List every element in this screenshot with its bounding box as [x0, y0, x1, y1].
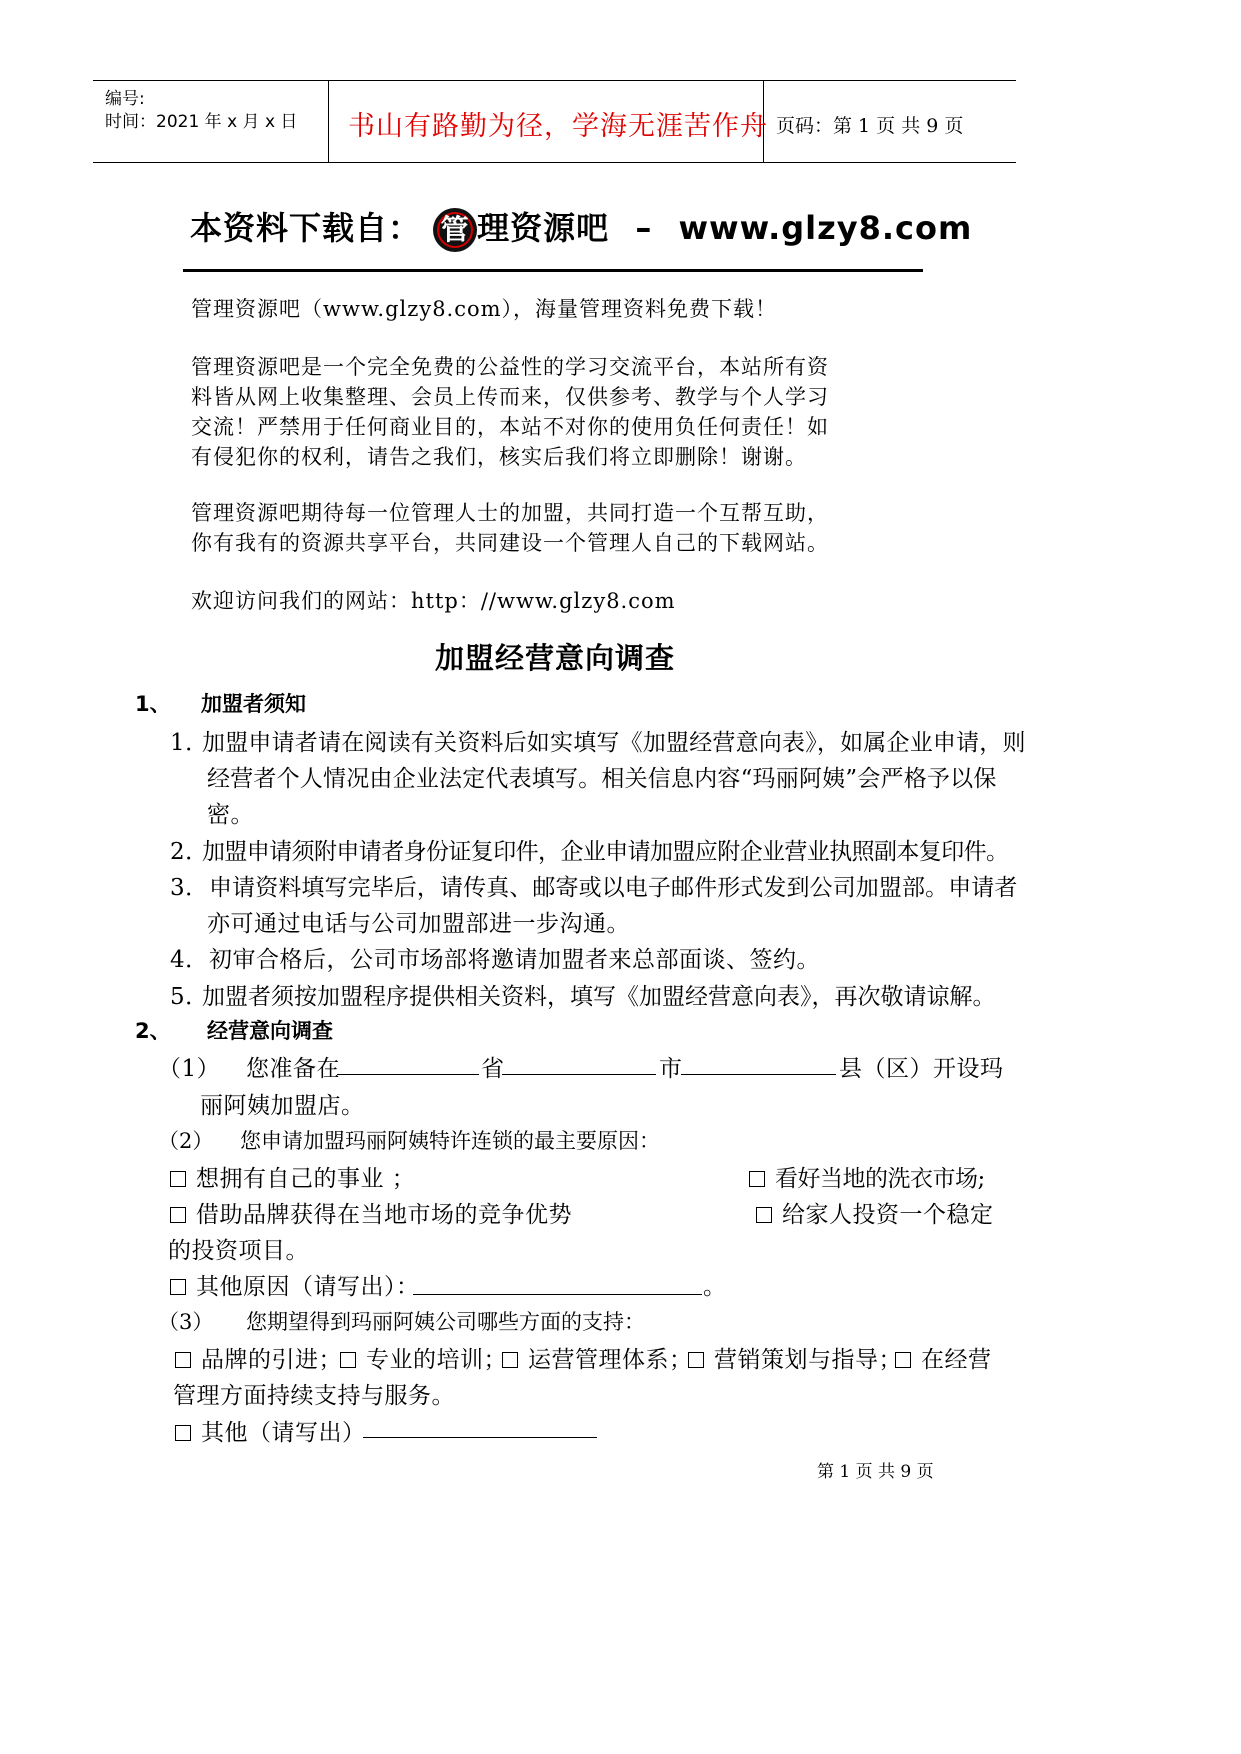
banner-prefix: 本资料下载自：: [190, 209, 422, 247]
option-label: 在经营: [921, 1347, 992, 1373]
item-number: 1．: [170, 730, 209, 756]
header-page-label: 页码：第 1 页 共 9 页: [776, 115, 964, 137]
support-option-ongoing[interactable]: [895, 1341, 992, 1374]
support-option-operations[interactable]: [502, 1341, 693, 1374]
reason-option-family-investment[interactable]: [756, 1196, 994, 1229]
question-3-number: （3）: [158, 1310, 214, 1334]
notice-visit: 欢迎访问我们的网站：http：//www.glzy8.com: [191, 589, 676, 613]
item-line: 加盟申请者请在阅读有关资料后如实填写《加盟经营意向表》，如属企业申请，则: [202, 730, 1026, 756]
county-field[interactable]: [681, 1052, 836, 1075]
header-number-label: 编号:: [105, 89, 145, 109]
checkbox[interactable]: [502, 1352, 518, 1368]
banner-url[interactable]: www.glzy8.com: [678, 209, 973, 247]
option-label: 其他原因（请写出）：: [196, 1274, 420, 1300]
item-line: 加盟者须按加盟程序提供相关资料，填写《加盟经营意向表》，再次敬请谅解。: [202, 984, 996, 1010]
other-support-field[interactable]: [363, 1415, 597, 1438]
question-2-number: （2）: [158, 1129, 214, 1153]
logo-icon: [433, 208, 477, 252]
reason-option-own-business[interactable]: [170, 1160, 415, 1193]
option-label: 看好当地的洗衣市场;: [775, 1166, 985, 1192]
notice-p2-line: 管理资源吧是一个完全免费的公益性的学习交流平台，本站所有资: [191, 355, 829, 379]
header-bottom-rule: [93, 162, 1016, 163]
section-1-title: 加盟者须知: [201, 692, 306, 716]
item-number: 3．: [170, 875, 209, 901]
option-label: 品牌的引进；: [201, 1347, 342, 1373]
notice-p2-line: 交流！严禁用于任何商业目的，本站不对你的使用负任何责任！如: [191, 415, 829, 439]
checkbox[interactable]: [175, 1352, 191, 1368]
item-line: 经营者个人情况由企业法定代表填写。相关信息内容“玛丽阿姨”会严格予以保: [207, 766, 997, 792]
item-line: 亦可通过电话与公司加盟部进一步沟通。: [207, 911, 630, 937]
support-option-training[interactable]: [340, 1341, 507, 1374]
checkbox[interactable]: [756, 1207, 772, 1223]
option-label: 专业的培训；: [366, 1347, 507, 1373]
question-1-line2: 丽阿姨加盟店。: [200, 1093, 365, 1119]
section-1-number: 1、: [135, 692, 171, 716]
banner-rule: [183, 269, 923, 272]
checkbox[interactable]: [170, 1279, 186, 1295]
item-number: 2．: [170, 839, 209, 865]
support-option-marketing[interactable]: [688, 1341, 902, 1374]
banner-dash: –: [635, 209, 653, 247]
checkbox[interactable]: [749, 1171, 765, 1187]
item-number: 5．: [170, 984, 209, 1010]
question-2-text: 您申请加盟玛丽阿姨特许连锁的最主要原因：: [240, 1129, 660, 1153]
item-line: 加盟申请须附申请者身份证复印件，企业申请加盟应附企业营业执照副本复印件。: [202, 839, 1009, 865]
option-label: 借助品牌获得在当地市场的竞争优势: [196, 1202, 572, 1228]
city-label: 市: [659, 1056, 683, 1082]
support-option-ongoing-cont: 管理方面持续支持与服务。: [173, 1383, 455, 1409]
county-label: 县（区）开设玛: [839, 1056, 1004, 1082]
support-option-brand[interactable]: [175, 1341, 342, 1374]
notice-p2-line: 有侵犯你的权利，请告之我们，核实后我们将立即删除！谢谢。: [191, 445, 807, 469]
reason-option-other[interactable]: [170, 1268, 420, 1301]
question-1-prefix: 您准备在: [246, 1056, 340, 1082]
header-time-label: 时间：2021 年 x 月 x 日: [105, 112, 298, 132]
checkbox[interactable]: [170, 1171, 186, 1187]
option-label: 想拥有自己的事业 ；: [196, 1166, 416, 1192]
reason-option-family-investment-cont: 的投资项目。: [168, 1238, 309, 1264]
checkbox[interactable]: [175, 1425, 191, 1441]
reason-option-brand-advantage[interactable]: [170, 1196, 572, 1229]
header-top-rule: [93, 80, 1016, 81]
section-2-title: 经营意向调查: [207, 1019, 333, 1043]
notice-p2-line: 料皆从网上收集整理、会员上传而来，仅供参考、教学与个人学习: [191, 385, 829, 409]
banner-site-name: 理资源吧: [477, 209, 610, 247]
section-2-number: 2、: [135, 1019, 171, 1043]
city-field[interactable]: [502, 1052, 656, 1075]
checkbox[interactable]: [895, 1352, 911, 1368]
option-label: 营销策划与指导；: [714, 1347, 902, 1373]
checkbox[interactable]: [688, 1352, 704, 1368]
item-line: 申请资料填写完毕后，请传真、邮寄或以电子邮件形式发到公司加盟部。申请者: [209, 875, 1018, 901]
question-1-number: （1）: [158, 1056, 221, 1082]
reason-option-local-market[interactable]: [749, 1160, 985, 1193]
notice-p3-line: 你有我有的资源共享平台，共同建设一个管理人自己的下载网站。: [191, 531, 829, 555]
notice-line1: 管理资源吧（www.glzy8.com），海量管理资料免费下载！: [191, 297, 778, 321]
support-option-other[interactable]: [175, 1414, 366, 1447]
item-number: 4．: [170, 947, 209, 973]
other-reason-end: 。: [703, 1274, 727, 1300]
footer-page-number: 第 1 页 共 9 页: [817, 1462, 934, 1482]
other-reason-field[interactable]: [413, 1272, 702, 1295]
option-label: 运营管理体系；: [528, 1347, 693, 1373]
province-label: 省: [481, 1056, 505, 1082]
option-label: 其他（请写出）: [201, 1420, 366, 1446]
question-3-text: 您期望得到玛丽阿姨公司哪些方面的支持：: [246, 1310, 645, 1334]
option-label: 给家人投资一个稳定: [782, 1202, 994, 1228]
checkbox[interactable]: [170, 1207, 186, 1223]
logo-char: 管: [440, 213, 470, 246]
header-motto: 书山有路勤为径，学海无涯苦作舟: [348, 111, 768, 142]
item-line: 初审合格后，公司市场部将邀请加盟者来总部面谈、签约。: [209, 947, 820, 973]
item-line: 密。: [207, 802, 254, 828]
banner: [190, 203, 972, 252]
notice-p3-line: 管理资源吧期待每一位管理人士的加盟，共同打造一个互帮互助，: [191, 501, 829, 525]
header-divider-left: [328, 80, 329, 163]
province-field[interactable]: [337, 1052, 479, 1075]
page-title: 加盟经营意向调查: [435, 641, 676, 675]
checkbox[interactable]: [340, 1352, 356, 1368]
